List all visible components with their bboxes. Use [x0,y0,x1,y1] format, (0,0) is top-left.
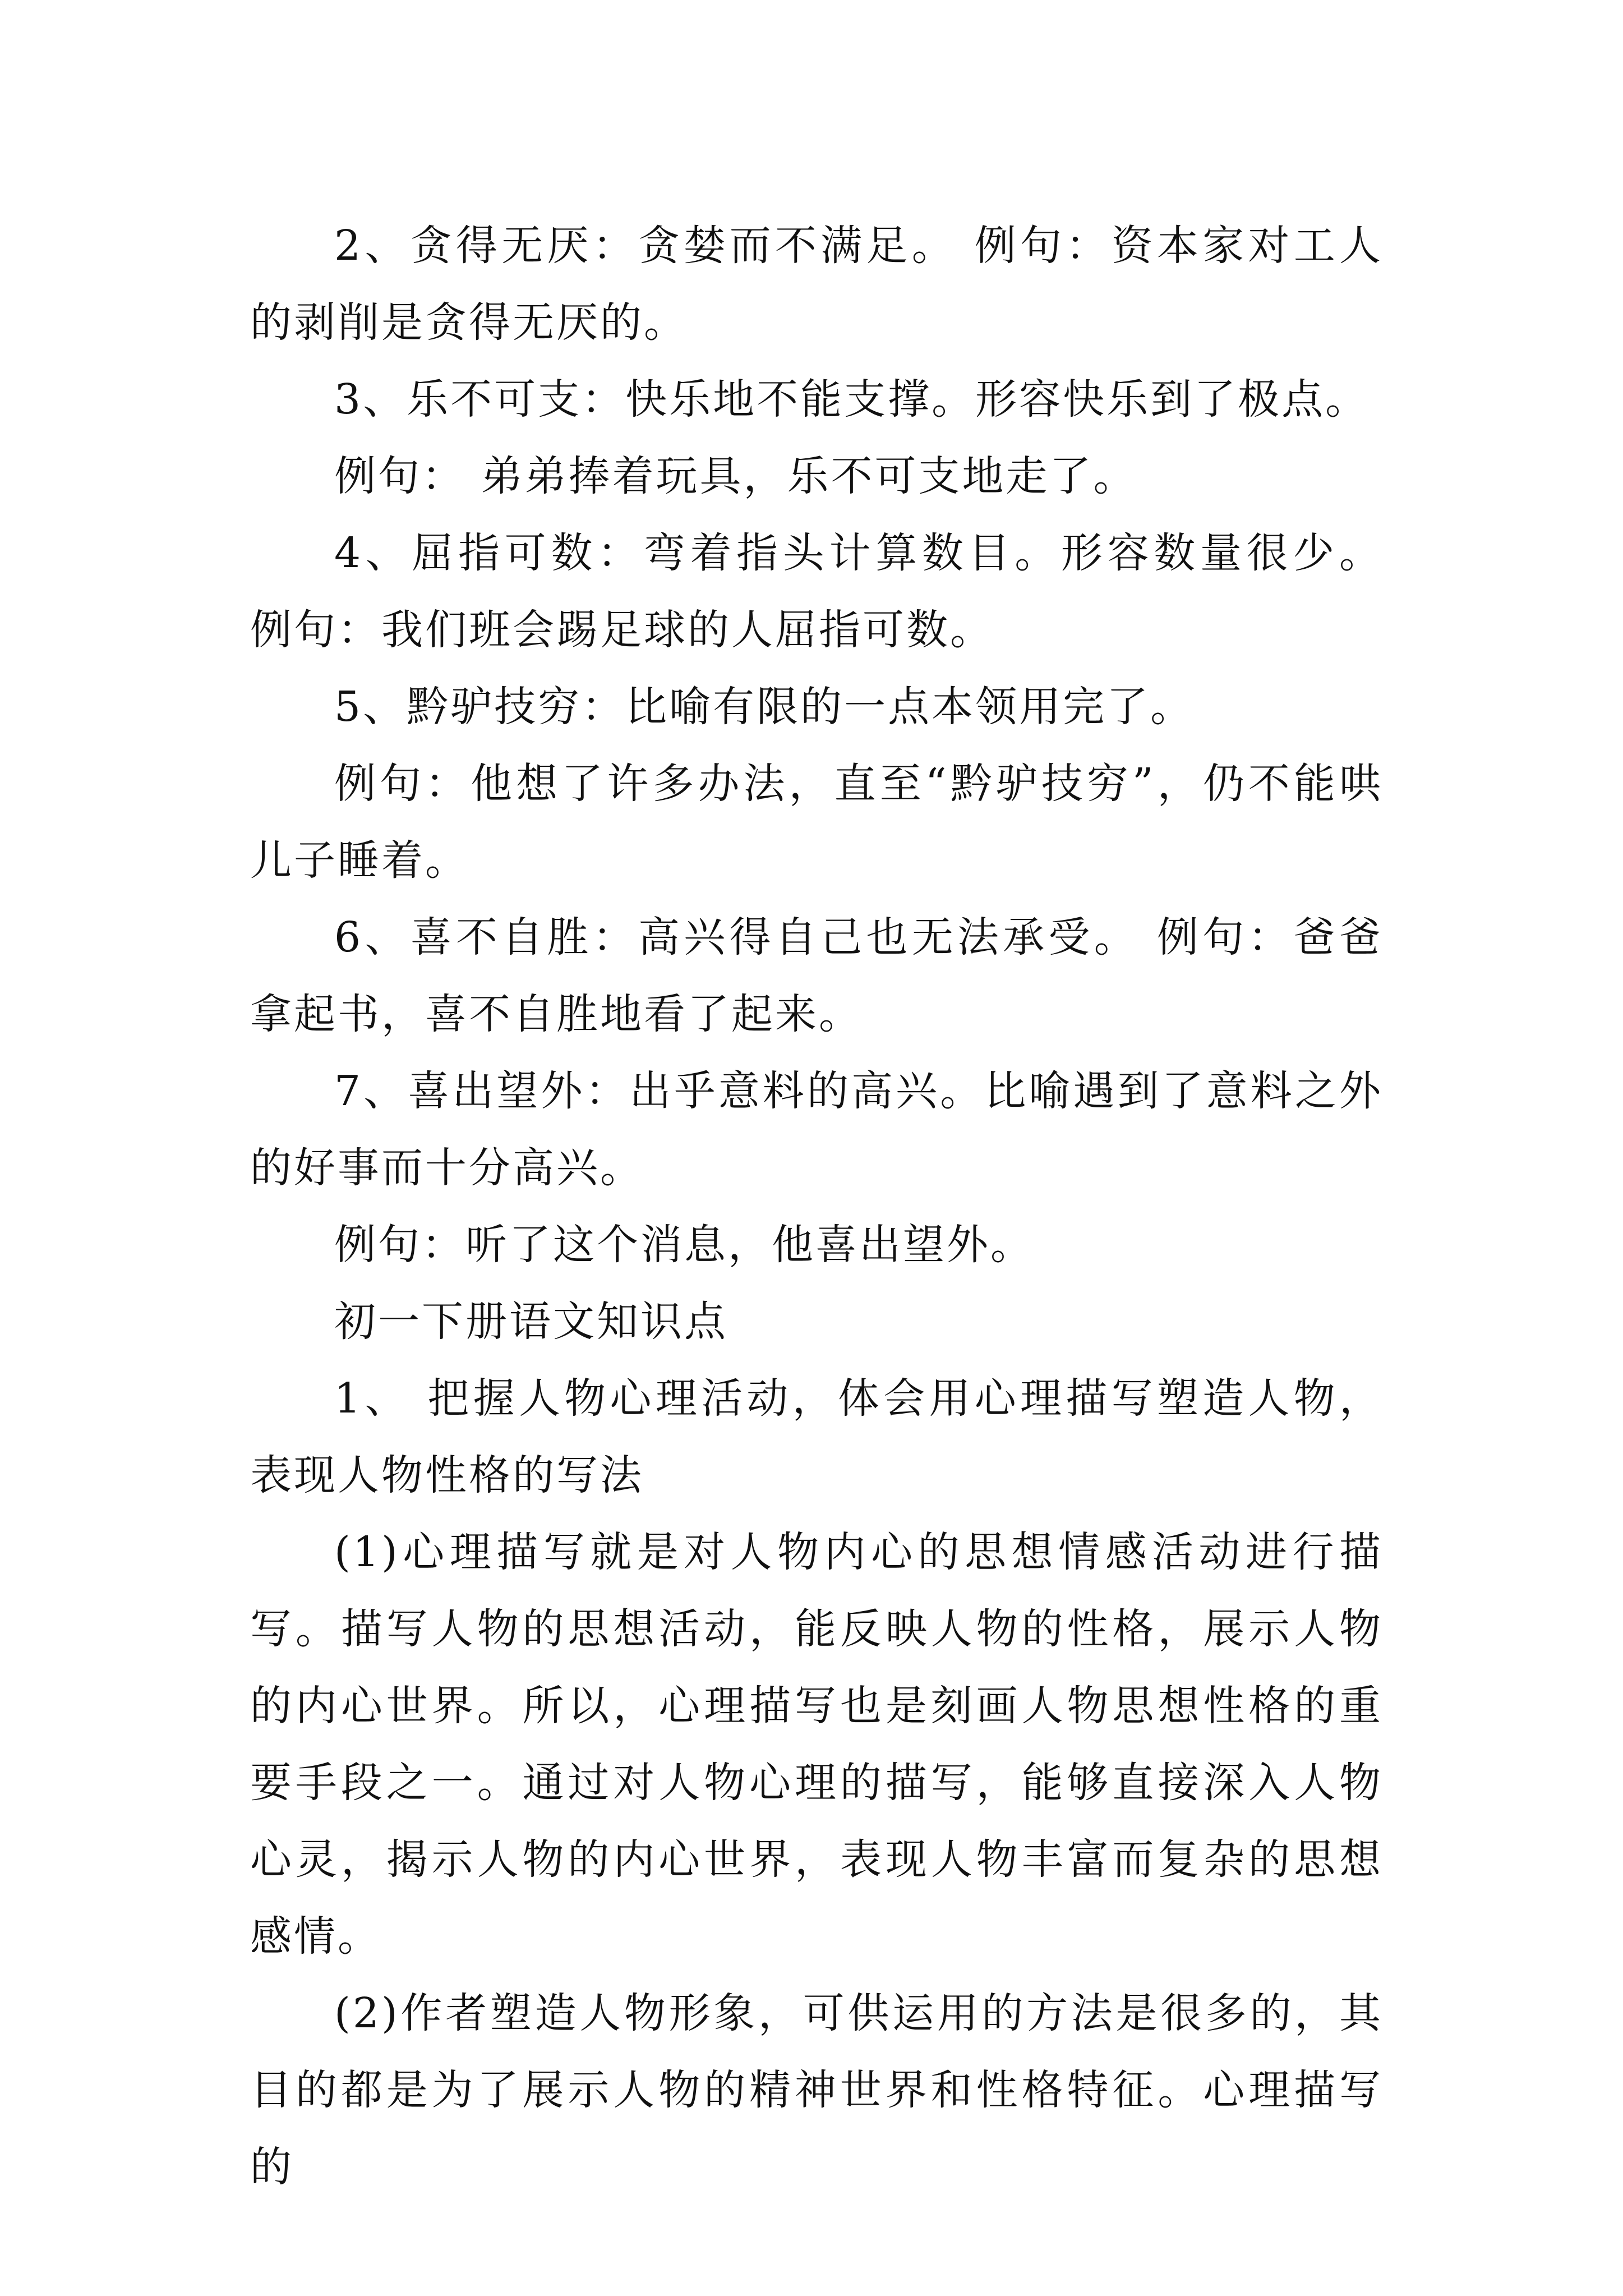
paragraph-idiom-3: 3、乐不可支：快乐地不能支撑。形容快乐到了极点。 [334,375,1370,424]
paragraph-point-1: 1、 把握人物心理活动，体会用心理描写塑造人物，表现人物性格的写法 [250,1374,1383,1499]
paragraph-idiom-5: 5、黔驴技穷：比喻有限的一点本领用完了。 [334,683,1195,731]
paragraph-example-5: 例句：他想了许多办法，直至“黔驴技穷”，仍不能哄儿子睡着。 [250,760,1383,885]
paragraph-idiom-4: 4、屈指可数：弯着指头计算数目。形容数量很少。 例句：我们班会踢足球的人屈指可数。 [250,529,1383,654]
paragraph-subpoint-2: (2)作者塑造人物形象，可供运用的方法是很多的，其目的都是为了展示人物的精神世界和性格特征。心理描写的 [250,1989,1383,2191]
paragraph-idiom-6: 6、喜不自胜：高兴得自己也无法承受。 例句：爸爸拿起书，喜不自胜地看了起来。 [250,913,1383,1038]
paragraph-example-3: 例句： 弟弟捧着玩具，乐不可支地走了。 [334,452,1137,500]
paragraph-example-7: 例句：听了这个消息，他喜出望外。 [334,1221,1034,1269]
document-body [250,208,1383,2206]
paragraph-idiom-7: 7、喜出望外：出乎意料的高兴。比喻遇到了意料之外的好事而十分高兴。 [250,1067,1383,1192]
paragraph-idiom-2: 2、贪得无厌：贪婪而不满足。 例句：资本家对工人的剥削是贪得无厌的。 [250,222,1383,347]
section-heading: 初一下册语文知识点 [334,1297,728,1346]
paragraph-subpoint-1: (1)心理描写就是对人物内心的思想情感活动进行描写。描写人物的思想活动，能反映人物的性格，展示人物的内心世界。所以，心理描写也是刻画人物思想性格的重要手段之一。通过对人物心理的描写，能够直接深入人物心灵，揭示人物的内心世界，表现人物丰富而复杂的思想感情。 [250,1528,1383,1961]
